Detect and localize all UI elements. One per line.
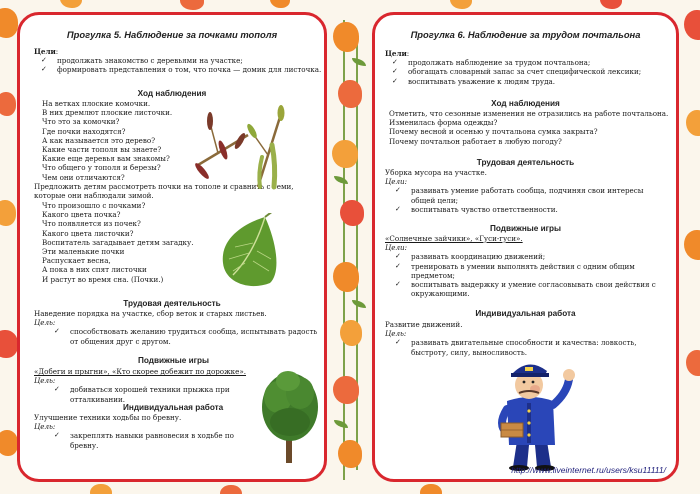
flower-decoration (684, 10, 700, 40)
flower-decoration (684, 230, 700, 260)
right-page-card (372, 12, 679, 482)
page-title: Прогулка 6. Наблюдение за трудом почтальона (410, 29, 641, 40)
flower-decoration (332, 140, 358, 168)
flower-decoration (90, 484, 112, 494)
goal-item: ✓ воспитывать уважение к людям труда. (392, 76, 556, 86)
poplar-leaf-illustration (215, 213, 285, 293)
goal-item: ✓ продолжать наблюдение за трудом почтальона; (392, 58, 591, 68)
goal-item: ✓ развивать двигательные способности и качества: ловкость, быстроту, силу, выносливость. (395, 338, 637, 357)
check-icon: ✓ (41, 65, 47, 74)
flower-decoration (686, 110, 700, 136)
goal-item: ✓ продолжать знакомство с деревьями на участке; (41, 56, 243, 66)
work-heading: Трудовая деятельность (123, 299, 221, 308)
goal-item: ✓ закреплять навыки равновесия в ходьбе по бревну. (54, 431, 234, 450)
work-section: Уборка мусора на участке. Цели: ✓ развивать умение работать сообща, подчиняя свои интересы общей цели; ✓ воспитывать чувство ответственности. (385, 168, 665, 214)
leaf-decoration (352, 58, 366, 66)
check-icon: ✓ (392, 76, 398, 85)
leaf-decoration (334, 176, 348, 184)
flower-decoration (333, 262, 359, 292)
check-icon: ✓ (54, 385, 60, 394)
goals-section: Цели: ✓ продолжать наблюдение за трудом почтальона; ✓ обогащать словарный запас за счет специфической лексики; ✓ воспитывать уважение к людям труда. (385, 49, 675, 86)
flower-decoration (0, 92, 16, 116)
goal-item: ✓ воспитывать выдержку и умение согласовывать свои действия с окружающими. (395, 280, 656, 299)
observation-text: На ветках плоские комочки. В них дремлют плоские листочки. Что это за комочки? Где почки находятся? А как называется это дерево? Какие части тополя вы знаете? Какие еще деревья вам знакомы? Что общего у тополя и березы? Чем они отличаются? (42, 99, 173, 182)
flower-decoration (220, 485, 242, 494)
flower-decoration (338, 80, 362, 108)
observation-text-2: Что произошло с почками? Какого цвета почка? Что появляется из почек? Какого цвета листочки? Воспитатель загадывает детям загадку. Эти маленькие почки Распускает весна, А пока в них спят листочки И растут во время сна. (Почки.) (42, 201, 194, 284)
goal-item: ✓ добиваться хорошей техники прыжка при отталкивании. (54, 385, 230, 404)
poplar-buds-illustration (188, 95, 298, 195)
flower-decoration (600, 0, 622, 9)
check-icon: ✓ (395, 338, 401, 347)
flower-decoration (338, 440, 362, 468)
poplar-tree-illustration (258, 367, 322, 467)
goals-section: Цели: ✓ продолжать знакомство с деревьями на участке; ✓ формировать представления о том, что почка — домик для листочка. (34, 47, 324, 75)
goal-item: ✓ развивать умение работать сообща, подчиняя свои интересы общей цели; (395, 186, 644, 205)
observation-heading: Ход наблюдения (137, 89, 207, 98)
page-title: Прогулка 5. Наблюдение за почками тополя (66, 29, 278, 40)
flower-decoration (180, 0, 204, 10)
individual-heading: Индивидуальная работа (475, 309, 576, 318)
work-heading: Трудовая деятельность (476, 158, 575, 167)
flower-decoration (686, 350, 700, 376)
goal-item: ✓ обогащать словарный запас за счет специфической лексики; (392, 67, 642, 77)
goal-item: ✓ развивать координацию движений; (395, 252, 546, 262)
flower-decoration (0, 200, 16, 226)
check-icon: ✓ (395, 280, 401, 289)
leaf-decoration (352, 300, 366, 308)
goals-label: Цели (385, 49, 407, 58)
check-icon: ✓ (41, 56, 47, 65)
watermark-url: http://www.liveinternet.ru/users/ksu11111/ (511, 465, 666, 475)
goals-label: Цели (34, 47, 56, 56)
leaf-decoration (334, 420, 348, 428)
goal-item: ✓ тренировать в умении выполнять действия с одним общим предметом; (395, 261, 635, 280)
check-icon: ✓ (395, 186, 401, 195)
flower-decoration (340, 320, 362, 346)
goal-item: ✓ формировать представления о том, что почка — домик для листочка. (41, 65, 322, 75)
postman-illustration (483, 349, 579, 471)
flower-decoration (333, 376, 359, 404)
games-heading: Подвижные игры (138, 356, 210, 365)
check-icon: ✓ (392, 58, 398, 67)
check-icon: ✓ (392, 67, 398, 76)
flower-decoration (333, 22, 359, 52)
left-page-card (17, 12, 327, 482)
games-section: «Добеги и прыгни», «Кто скорее добежит по дорожке». Цель: ✓ добиваться хорошей техники прыжка при отталкивании. (34, 367, 274, 404)
check-icon: ✓ (395, 261, 401, 270)
flower-decoration (340, 200, 364, 226)
check-icon: ✓ (54, 327, 60, 336)
individual-heading: Индивидуальная работа (123, 403, 224, 412)
individual-section: Улучшение техники ходьбы по бревну. Цель: ✓ закреплять навыки равновесия в ходьбе по бревну. (34, 413, 264, 450)
flower-decoration (0, 430, 18, 456)
games-section: «Солнечные зайчики», «Гуси-гуси». Цели: ✓ развивать координацию движений; ✓ тренировать в умении выполнять действия с одним общим предметом; ✓ воспитывать выдержку и умение согласовывать свои действия с окружающими. (385, 234, 665, 298)
observation-heading: Ход наблюдения (491, 99, 560, 108)
games-heading: Подвижные игры (489, 224, 562, 233)
flower-decoration (270, 0, 290, 8)
check-icon: ✓ (54, 431, 60, 440)
flower-decoration (450, 0, 472, 9)
flower-decoration (0, 330, 18, 358)
flower-decoration (0, 8, 18, 38)
goal-item: ✓ воспитывать чувство ответственности. (395, 204, 558, 214)
check-icon: ✓ (395, 204, 401, 213)
individual-section: Развитие движений. Цель: ✓ развивать двигательные способности и качества: ловкость, быстроту, силу, выносливость. (385, 320, 670, 357)
goal-item: ✓ способствовать желанию трудиться сообща, испытывать радость от общения друг с другом. (54, 327, 318, 346)
flower-decoration (60, 0, 82, 8)
work-section: Наведение порядка на участке, сбор веток и старых листьев. Цель: ✓ способствовать желанию трудиться сообща, испытывать радость от общения друг с другом. (34, 309, 324, 346)
flower-decoration (420, 484, 442, 494)
observation-text: Отметить, что сезонные изменения не отразились на работе почтальона. Изменилась форма одежды? Почему весной и осенью у почтальона сумка закрыта? Почему почтальон работает в любую погоду? (389, 109, 669, 146)
check-icon: ✓ (395, 252, 401, 261)
observation-paragraph: Предложить детям рассмотреть почки на тополе и сравнить с теми, которые они наблюдали зимой. (34, 182, 294, 201)
